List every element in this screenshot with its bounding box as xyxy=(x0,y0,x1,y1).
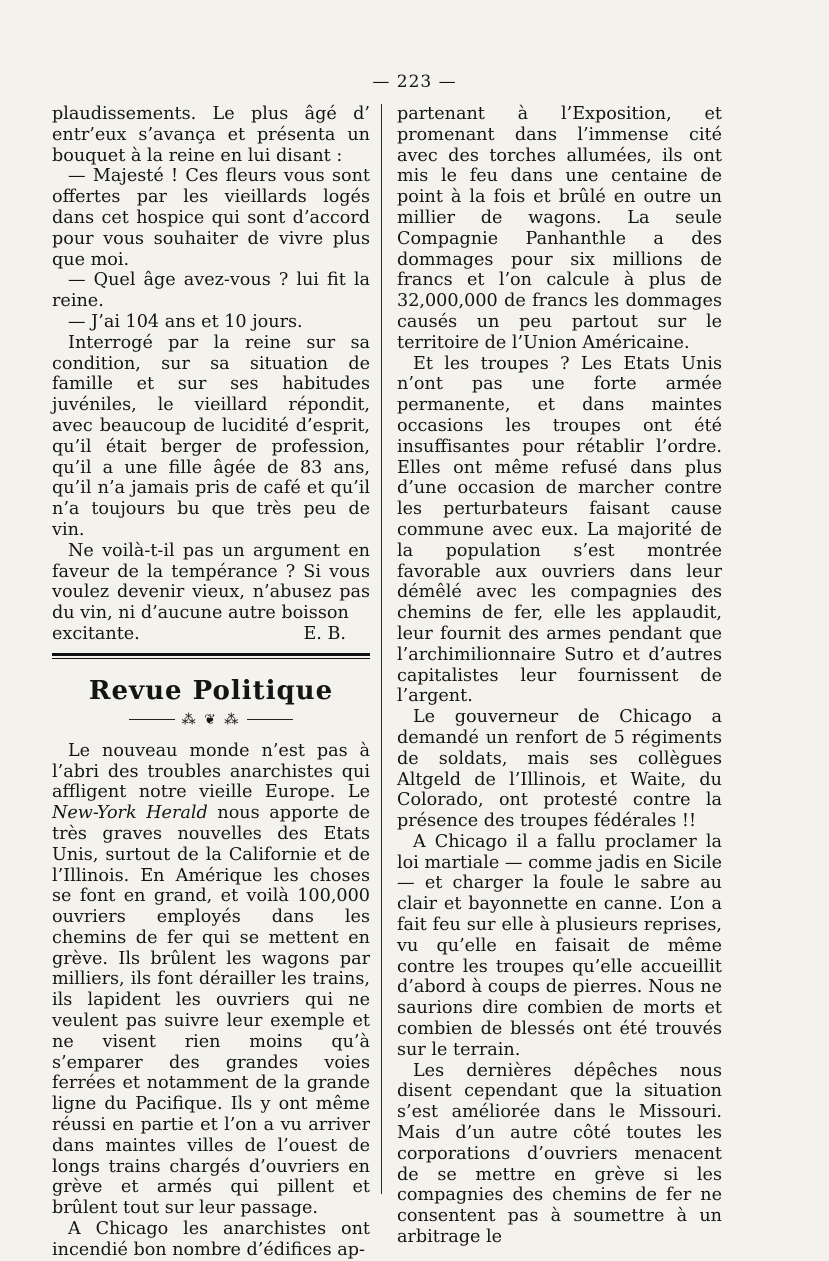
paragraph: — Majesté ! Ces fleurs vous sont offertes par les vieillards logés dans cet hospice qui sont d’accord pour vous souhaiter de vivre plus que moi. xyxy=(52,166,370,270)
section-divider xyxy=(52,653,370,659)
author-signature: E. B. xyxy=(303,623,346,644)
article-text: nous apporte de très graves nouvelles des Etats Unis, surtout de la Californie et de l’Illinois. En Amérique les choses se font en grand, et voilà 100,000 ouvriers employés dans les chemins de fer qui se mettent en grève. Ils brûlent les wagons par milliers, ils font dérailler les trains, ils lapident les ouvriers qui ne veulent pas suivre leur exemple et ne visent rien moins qu’à s’emparer des grandes voies ferrées et notamment de la grande ligne du Pacifique. Ils y ont même réussi en partie et l’on a vu arriver dans maintes villes de l’ouest de longs trains chargés d’ouvriers en grève et armés qui pillent et brûlent tout sur leur passage. xyxy=(52,803,370,1219)
ornament-left-line xyxy=(129,719,175,720)
ornament-glyph: ⁂ ❦ ⁂ xyxy=(181,711,241,728)
right-column xyxy=(397,104,722,1248)
paragraph-temperance: Ne voilà-t-il pas un argument en faveur de la tempérance ? Si vous voulez devenir vieux, n’abusez pas du vin, ni d’aucune autre boisson xyxy=(52,540,370,624)
article-paragraph: Le gouverneur de Chicago a demandé un renfort de 5 régiments de soldats, mais ses collègues Altgeld de l’Illinois, et Waite, du Colorado, ont protesté contre la présence des troupes fédérales !! xyxy=(397,707,722,832)
ornament-right-line xyxy=(247,719,293,720)
article-paragraph: Et les troupes ? Les Etats Unis n’ont pas une forte armée permanente, et dans maintes occasions les troupes ont été insuffisantes pour rétablir l’ordre. Elles ont même refusé dans plus d’une occasion de marcher contre les perturbateurs faisant cause commune avec eux. La majorité de la population s’est montrée favorable aux ouvriers dans leur démêlé avec les compagnies des chemins de fer, elle les applaudit, leur fournit des armes pendant que l’archimilionnaire Sutro et d’autres capitalistes leur fournissent de l’argent. xyxy=(397,353,722,707)
page-number: — 223 — xyxy=(372,72,457,92)
article-paragraph xyxy=(52,741,370,1219)
left-column xyxy=(52,104,370,1261)
newspaper-name: New-York Herald xyxy=(52,803,208,824)
paragraph: — Quel âge avez-vous ? lui fit la reine. xyxy=(52,270,370,312)
article-paragraph: Les dernières dépêches nous disent cependant que la situation s’est améliorée dans le Missouri. Mais d’un autre côté toutes les corporations d’ouvriers menacent de se mettre en grève si les compagnies des chemins de fer ne consentent pas à soumettre à un arbitrage le xyxy=(397,1060,722,1248)
article-text: Le nouveau monde n’est pas à l’abri des troubles anarchistes qui affligent notre vieille Europe. Le xyxy=(52,740,370,803)
ornament xyxy=(52,711,370,729)
paragraph: plaudissements. Le plus âgé d’ entr’eux s’avança et présenta un bouquet à la reine en lui disant : xyxy=(52,104,370,166)
article-paragraph: partenant à l’Exposition, et promenant dans l’immense cité avec des torches allumées, ils ont mis le feu dans une centaine de point à la fois et brûlé en outre un millier de wagons. La seule Compagnie Panhanthle a des dommages pour six millions de francs et l’on calcule à plus de 32,000,000 de francs les dommages causés un peu partout sur le territoire de l’Union Américaine. xyxy=(397,104,722,353)
paragraph: Interrogé par la reine sur sa condition, sur sa situation de famille et sur ses habitudes juvéniles, le vieillard répondit, avec beaucoup de lucidité d’esprit, qu’il était berger de profession, qu’il a une fille âgée de 83 ans, qu’il n’a jamais pris de café et qu’il n’a toujours bu que très peu de vin. xyxy=(52,332,370,540)
signature-line xyxy=(52,624,370,645)
paragraph: — J’ai 104 ans et 10 jours. xyxy=(68,311,303,332)
article-paragraph: A Chicago les anarchistes ont incendié bon nombre d’édifices ap- xyxy=(52,1219,370,1260)
section-title: Revue Politique xyxy=(88,675,334,706)
closing-word: excitante. xyxy=(52,623,140,644)
column-rule xyxy=(381,104,382,1194)
article-paragraph: A Chicago il a fallu proclamer la loi martiale — comme jadis en Sicile — et charger la foule le sabre au clair et bayonnette en canne. L’on a fait feu sur elle à plusieurs reprises, vu qu’elle en faisait de même contre les troupes qu’elle accueillit d’abord à coups de pierres. Nous ne saurions dire combien de morts et combien de blessés ont été trouvés sur le terrain. xyxy=(397,831,722,1060)
